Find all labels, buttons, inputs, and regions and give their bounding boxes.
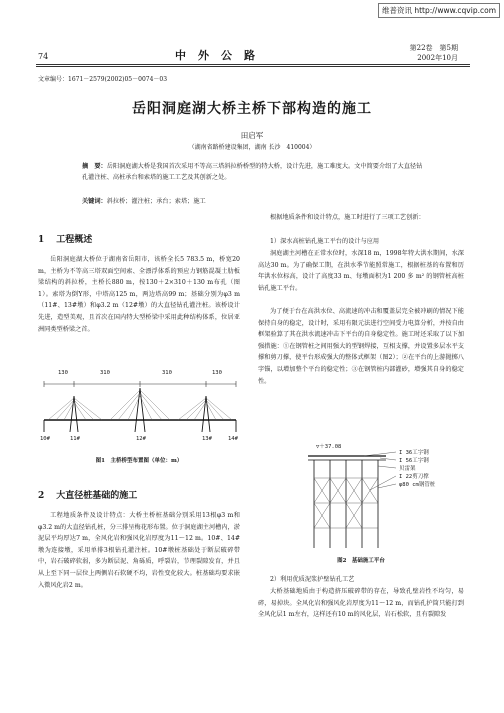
fig1-span-1: 130 bbox=[58, 370, 68, 376]
keywords-text: 斜拉桥；灌注桩；承台；索塔；施工 bbox=[106, 198, 206, 205]
fig1-span-4: 130 bbox=[212, 370, 222, 376]
affiliation: （湖南省路桥建设集团，湖南 长沙 410004） bbox=[188, 144, 316, 151]
fig2-label-2: I 56工字钢 bbox=[399, 458, 429, 464]
abstract bbox=[82, 162, 426, 183]
fig2-label-1: I 36工字钢 bbox=[399, 450, 429, 456]
section-2-number: 2 bbox=[38, 491, 45, 501]
subsection-1-text: 洞庭湖主河槽在正常水位时，水深18 m，1998年特大洪水期间，水深高达30 m。为了确保工期，在洪水季节能照常施工，根据桩基的布置和历年洪水位标高，设计了高度33 m、每墩面积为1 200 多 m² 的钢管桩高桩钻孔施工平台。 bbox=[258, 250, 464, 292]
fig2-piles bbox=[314, 460, 378, 548]
watermark: 维普资讯 http://www.cqvip.com bbox=[378, 3, 500, 18]
section-1-heading bbox=[38, 232, 92, 245]
page-number: 74 bbox=[38, 52, 49, 61]
fig1-span-2: 310 bbox=[100, 370, 110, 376]
issue-date: 2002年10月 bbox=[417, 54, 458, 62]
fig2-label-5: φ80 cm钢管桩 bbox=[399, 482, 436, 488]
fig2-label-3: 贝雷架 bbox=[399, 466, 416, 472]
keywords bbox=[82, 196, 206, 205]
abstract-label: 摘 要： bbox=[82, 163, 107, 170]
subsection-1-title: 1）深水高桩钻孔施工平台的设计与应用 bbox=[270, 238, 380, 245]
fig1-tower-11 bbox=[70, 396, 78, 432]
fig2-label-4: I 22剪刀撑 bbox=[399, 474, 429, 480]
section-1-text: 岳阳洞庭湖大桥位于湖南省岳阳市，该桥全长5 783.5 m，桥宽20 m，主桥为不等高三塔双面空间索、全漂浮体系的预应力钢筋混凝土肋板梁结构的斜拉桥，主桥长880 m，按130＋2×310＋130 m布孔（图1）。索塔为倒Y形，中塔高125 m，两边塔高99 m；基础分别为φ3 m（11#、13#墩）和φ3.2 m（12#墩）的大直径钻孔灌注桩。该桥设计先进，造型美观，且首次在国内特大型桥梁中采用此种结构体系，位居亚洲同类型桥梁之首。 bbox=[38, 256, 240, 333]
fig1-pier-label-12: 12# bbox=[136, 436, 146, 442]
innovations-intro: 根据地质条件和设计特点，施工时进行了三项工艺创新： bbox=[270, 214, 425, 221]
fig1-pier-label-10: 10# bbox=[40, 436, 50, 442]
figure-2-caption: 图2 基础施工平台 bbox=[337, 558, 385, 564]
fig2-level: ▽＋37.08 bbox=[316, 444, 342, 450]
fig1-cables bbox=[48, 390, 232, 420]
header-rule-thin bbox=[36, 66, 470, 67]
section-2-title: 大直径桩基础的施工 bbox=[56, 491, 138, 501]
fig1-pier-label-14: 14# bbox=[228, 436, 238, 442]
header-rule bbox=[36, 64, 470, 65]
section-2-text: 工程地质条件及设计特点：大桥主桥桩基础分别采用13根φ3 m和φ3.2 m的大直径钻孔桩，分三排呈梅花形布置。位于洞庭湖主河槽内，淤泥层平均厚达7 m，全风化岩和强风化岩厚度为11～12 m。10#、14#墩为连接墩，采用单排3根钻孔灌注桩。10#墩桩基础处于断层破碎带中，岩石破碎软弱，多为断层泥、角砾质，呼裂岩，节理裂隙发育，并且从上至下同一层位上两侧岩石软硬不均，岩性变化较大。桩基础均要求嵌入微风化岩2 m。 bbox=[38, 512, 240, 589]
issue-volume: 第22卷 第5期 bbox=[409, 44, 458, 52]
abstract-text: 岳阳洞庭湖大桥是我国首次采用不等高三塔斜拉桥桥型的特大桥，设计先进，施工难度大。文中简要介绍了大直径钻孔灌注桩、高桩承台和索塔的施工工艺及其创新之处。 bbox=[82, 163, 423, 181]
fig1-tower-13 bbox=[202, 396, 210, 432]
fig1-pier-label-11: 11# bbox=[70, 436, 80, 442]
paper-title: 岳阳洞庭湖大桥主桥下部构造的施工 bbox=[132, 101, 372, 117]
fig1-pier-label-13: 13# bbox=[202, 436, 212, 442]
fig1-tower-12 bbox=[135, 388, 145, 432]
subsection-2-text: 大桥基础地质由于构造挤压破碎带的存在，导致孔壁岩性不均匀，易碎，易掉块。全风化岩和强风化岩厚度为11～12 m，而钻孔护筒只能打到全风化层1 m左右，这样还有10 m的风化层，岩石松软，且有裂隙发 bbox=[258, 588, 464, 619]
journal-name: 中外公路 bbox=[175, 49, 267, 62]
figure-1-caption: 图1 主桥桥型布置图（单位：m） bbox=[95, 458, 183, 464]
author: 田启军 bbox=[240, 131, 264, 140]
figure-2-platform bbox=[300, 448, 460, 554]
issue-info bbox=[410, 43, 458, 63]
fig2-leader-lines bbox=[364, 452, 396, 490]
keywords-label: 关键词： bbox=[82, 198, 107, 205]
section-1-title: 工程概述 bbox=[56, 235, 93, 245]
fig1-span-3: 310 bbox=[162, 370, 172, 376]
section-2-heading bbox=[38, 488, 137, 501]
subsection-1-text-2: 为了便于台在高洪水位、高流速的冲击和覆盖层完全被冲刷的情况下能保持自身的稳定，设计时，采用有限元法进行空间受力电算分析，并按自由框架验算了其在洪水流速冲击下平台的自身稳定性。施工时还采取了以下加强措施：①在钢管桩之间用强大的型钢焊接，互相支撑，并设置多层水平支撑和剪刀撑，使平台形成强大的整体式框架（图2）；②在平台的上游抛掷八字锚，以增加整个平台的稳定性；③在钢管桩内部灌砂，增强其自身的稳定性。 bbox=[258, 308, 464, 385]
subsection-2-title: 2）利用优质泥浆护壁钻孔工艺 bbox=[270, 576, 355, 583]
section-1-number: 1 bbox=[38, 235, 45, 245]
article-number: 文章编号：1671－2579(2002)05－0074－03 bbox=[38, 76, 168, 83]
